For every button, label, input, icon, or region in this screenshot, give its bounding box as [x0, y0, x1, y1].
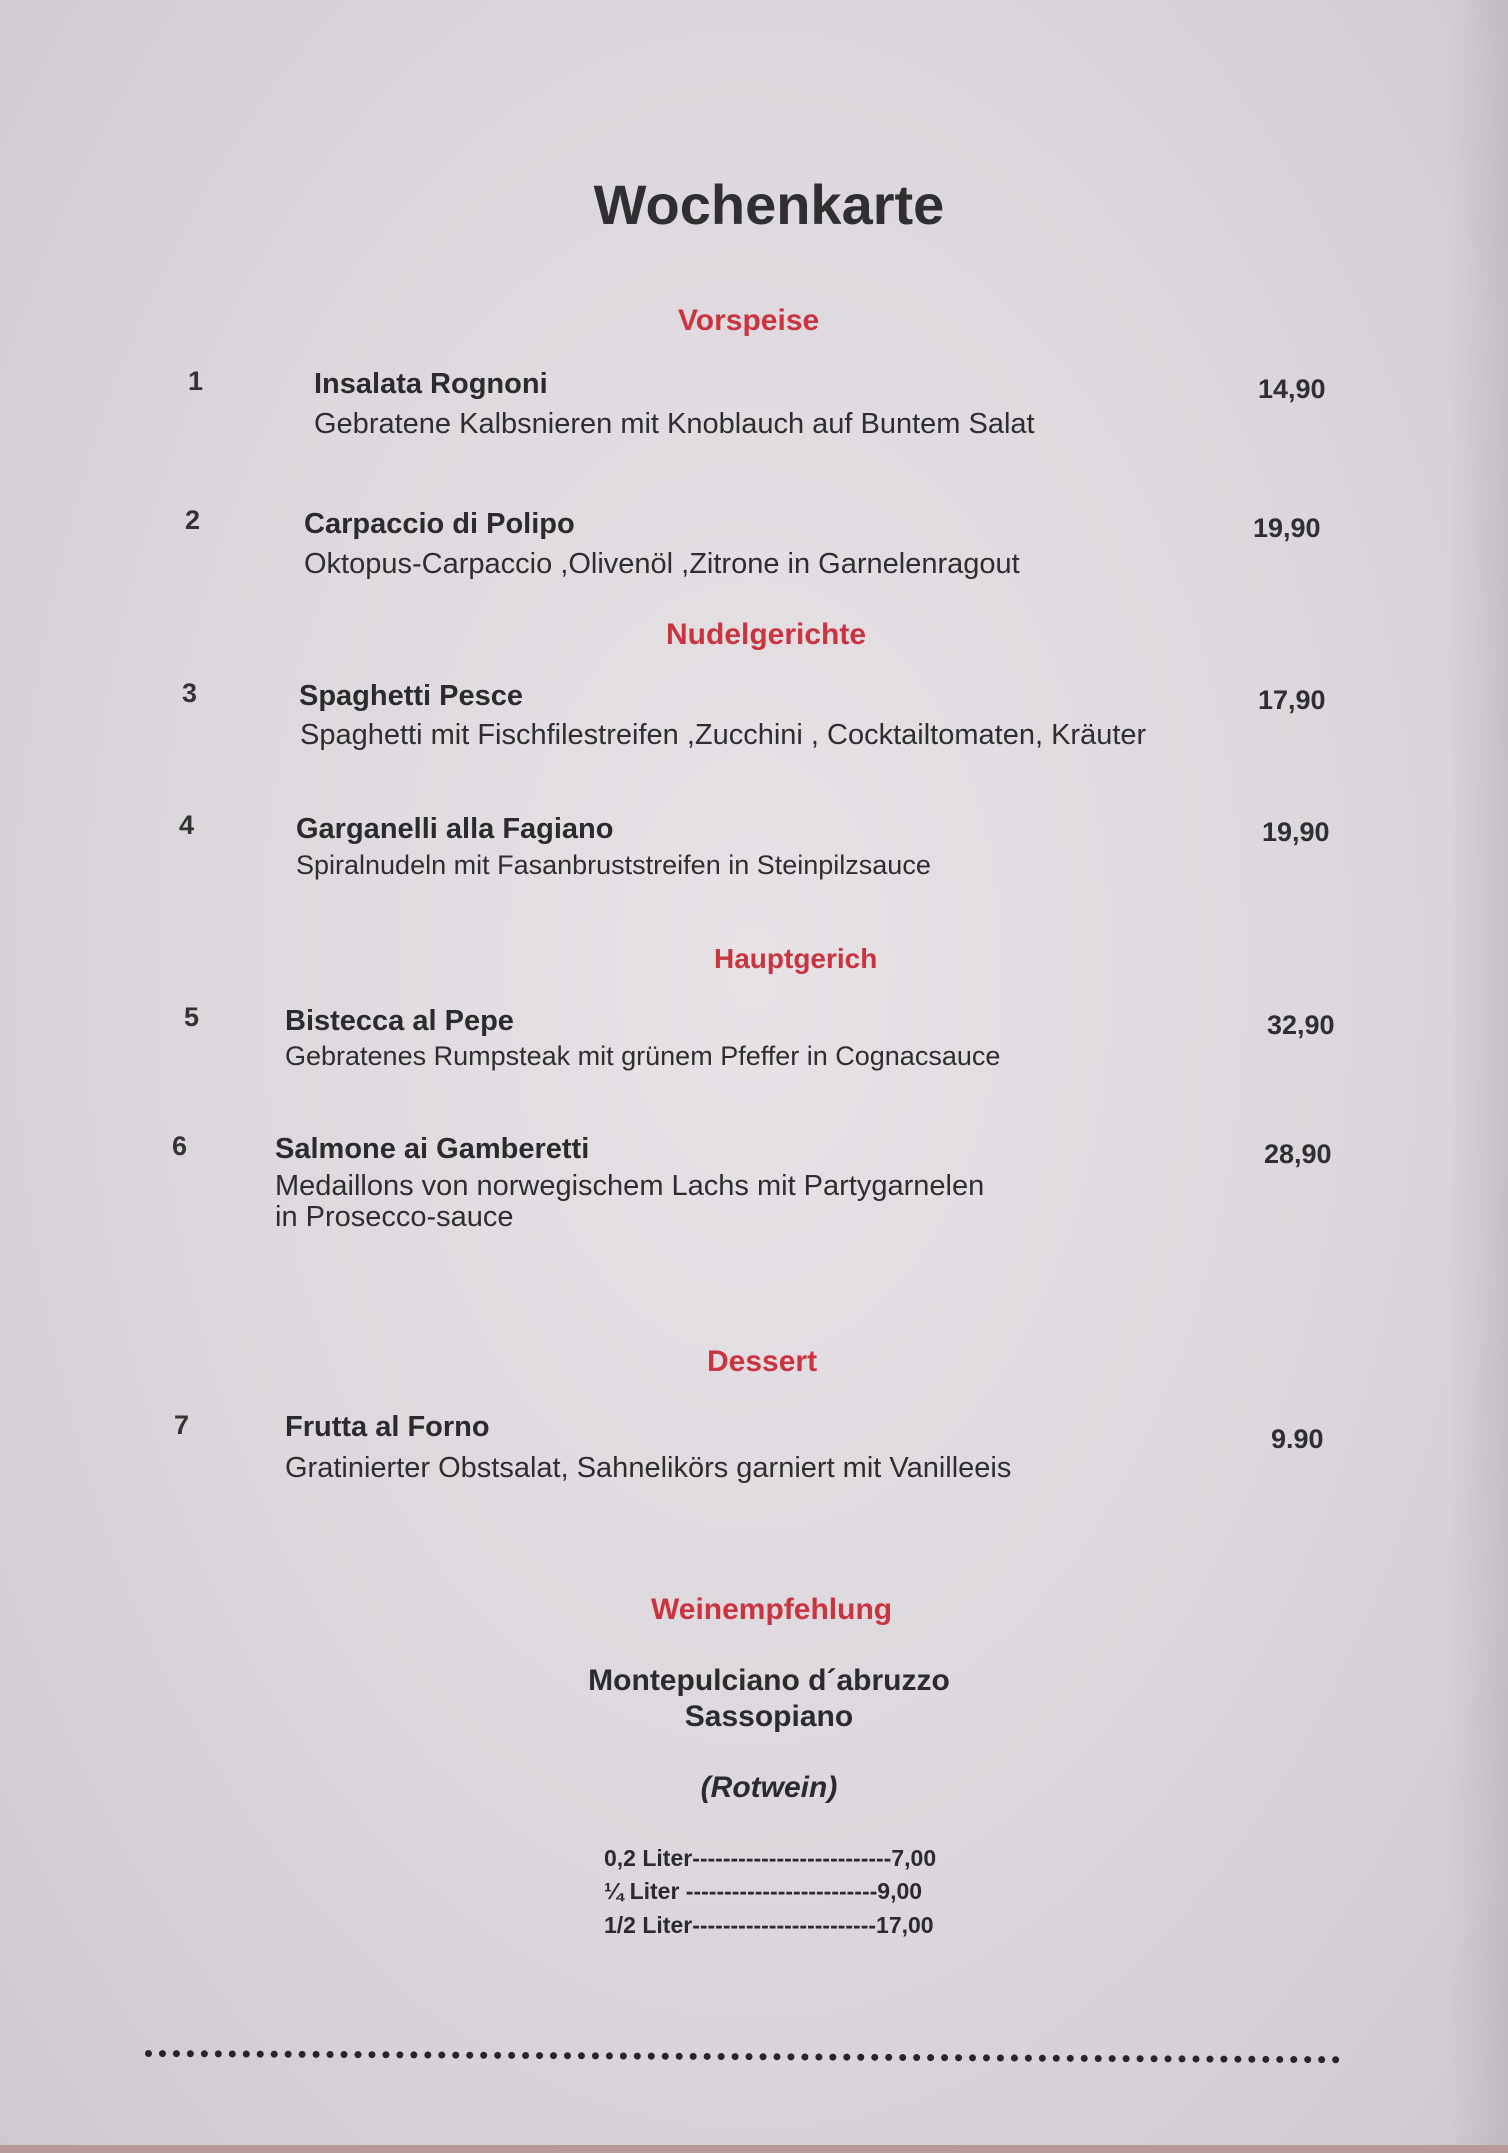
dish-number: 3 [182, 678, 198, 708]
dish-price: 17,90 [1258, 685, 1326, 715]
section-heading-vorspeise: Vorspeise [678, 304, 820, 337]
wine-price-line: 0,2 Liter--------------------------7,00 [604, 1845, 937, 1871]
dish-name: Insalata Rognoni [314, 368, 548, 400]
dish-description: Gratinierter Obstsalat, Sahnelikörs garniert mit Vanilleeis [285, 1452, 1012, 1484]
dish-number: 2 [185, 505, 201, 535]
dish-number: 6 [172, 1131, 188, 1161]
dish-description: Spaghetti mit Fischfilestreifen ,Zucchini , Cocktailtomaten, Kräuter [300, 719, 1147, 751]
wine-name: Montepulciano d´abruzzo [588, 1664, 950, 1697]
section-heading-hauptgericht: Hauptgerich [714, 943, 878, 974]
dish-name: Spaghetti Pesce [299, 680, 524, 712]
section-heading-nudelgerichte: Nudelgerichte [666, 618, 867, 651]
dish-name: Carpaccio di Polipo [304, 508, 575, 540]
dish-price: 19,90 [1262, 817, 1330, 847]
dish-description: Gebratenes Rumpsteak mit grünem Pfeffer in Cognacsauce [285, 1041, 1001, 1071]
wine-type: (Rotwein) [700, 1771, 838, 1804]
section-heading-dessert: Dessert [707, 1345, 818, 1378]
dish-description: Medaillons von norwegischem Lachs mit Partygarnelen [275, 1170, 985, 1202]
dish-description: in Prosecco-sauce [275, 1201, 514, 1233]
dish-price: 28,90 [1264, 1139, 1332, 1169]
dish-name: Salmone ai Gamberetti [275, 1133, 590, 1165]
section-heading-weinempfehlung: Weinempfehlung [651, 1593, 893, 1626]
dish-name: Garganelli alla Fagiano [296, 813, 614, 845]
menu-title: Wochenkarte [593, 173, 945, 236]
dish-description: Spiralnudeln mit Fasanbruststreifen in Steinpilzsauce [296, 850, 931, 880]
dish-number: 4 [179, 810, 195, 840]
paper-bottom-edge [0, 2145, 1508, 2153]
dish-price: 19,90 [1253, 513, 1321, 543]
paper-edge-shadow [1448, 0, 1508, 2153]
wine-price-line: ¼ Liter -------------------------9,00 [604, 1878, 923, 1904]
dotted-divider [145, 2050, 1340, 2063]
dish-price: 14,90 [1258, 374, 1326, 404]
dish-number: 7 [174, 1410, 190, 1440]
dish-name: Bistecca al Pepe [285, 1005, 514, 1037]
dish-description: Gebratene Kalbsnieren mit Knoblauch auf Buntem Salat [314, 408, 1035, 440]
dish-description: Oktopus-Carpaccio ,Olivenöl ,Zitrone in Garnelenragout [304, 548, 1020, 580]
dish-name: Frutta al Forno [285, 1411, 490, 1443]
wine-subname: Sassopiano [684, 1700, 854, 1733]
dish-price: 32,90 [1267, 1010, 1335, 1040]
dish-number: 5 [184, 1002, 200, 1032]
dish-number: 1 [188, 366, 204, 396]
dish-price: 9.90 [1271, 1424, 1324, 1454]
wine-price-line: 1/2 Liter------------------------17,00 [604, 1912, 934, 1938]
